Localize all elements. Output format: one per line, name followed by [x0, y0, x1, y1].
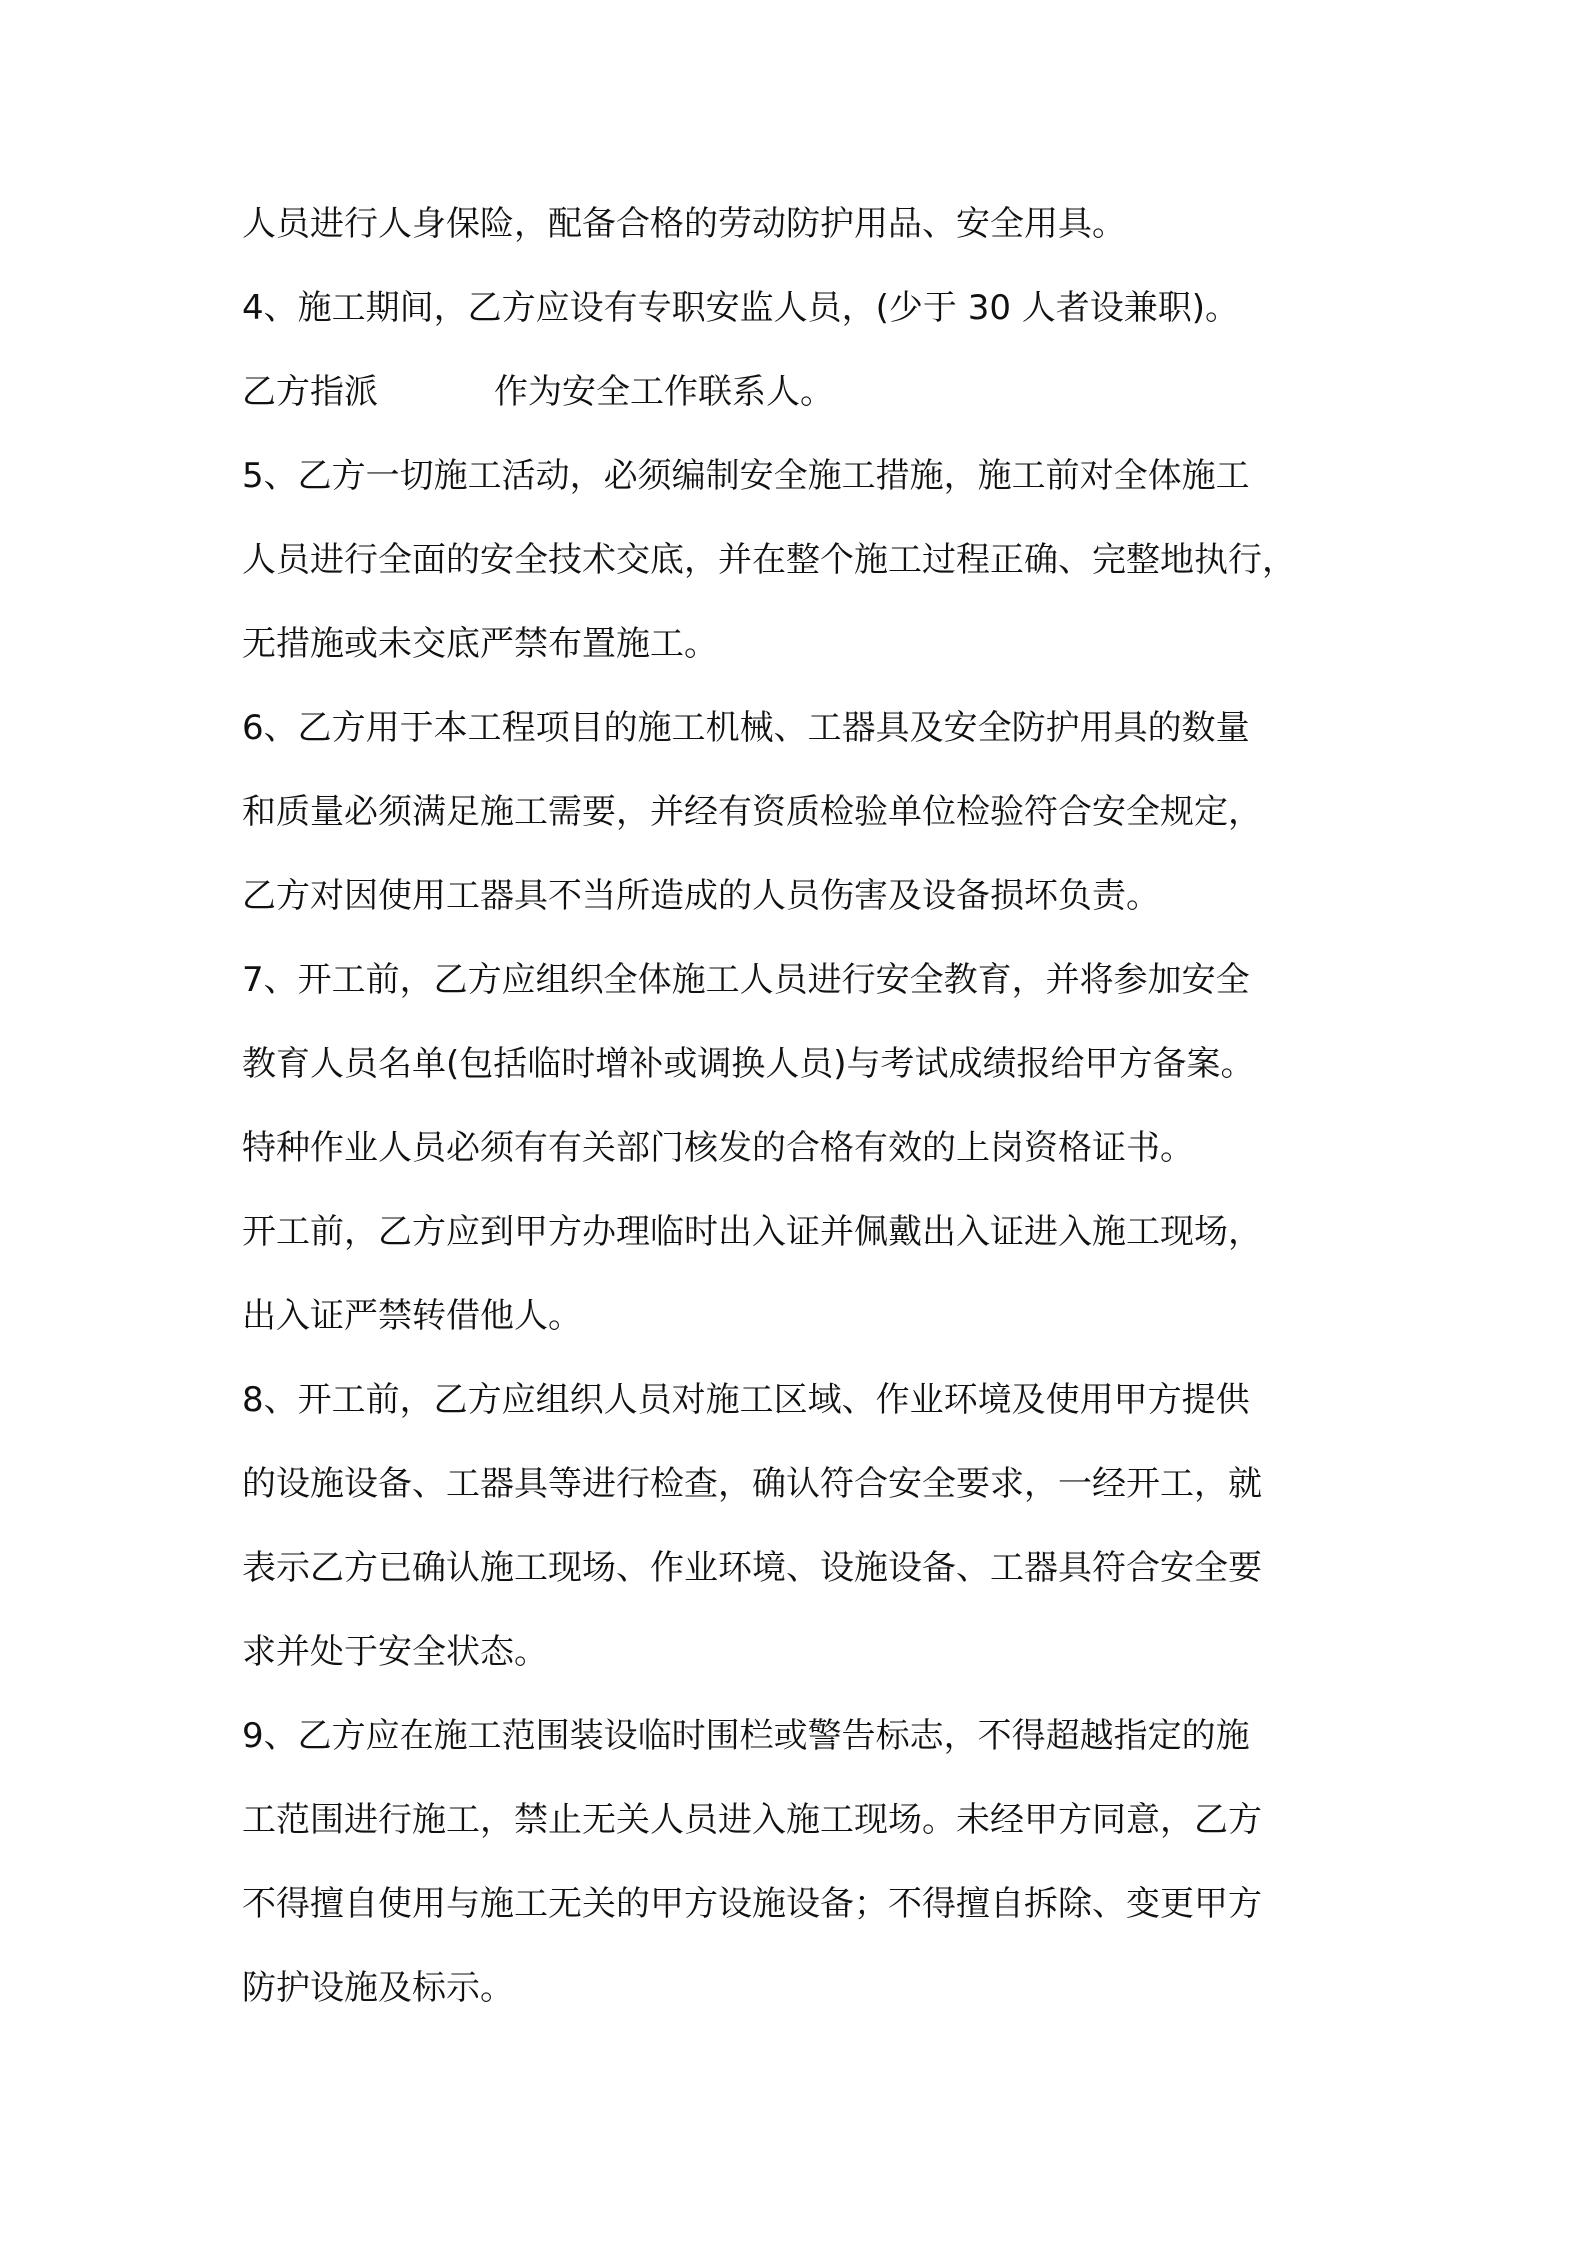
text-line: 人员进行人身保险，配备合格的劳动防护用品、安全用具。: [242, 204, 1126, 244]
text-line: 特种作业人员必须有有关部门核发的合格有效的上岗资格证书。: [242, 1128, 1194, 1168]
contact-prefix: 乙方指派: [242, 372, 378, 412]
text-line: 9、乙方应在施工范围装设临时围栏或警告标志，不得超越指定的施: [242, 1716, 1250, 1756]
text-line: 乙方对因使用工器具不当所造成的人员伤害及设备损坏负责。: [242, 876, 1160, 916]
text-line: 求并处于安全状态。: [242, 1632, 548, 1672]
text-line: 和质量必须满足施工需要，并经有资质检验单位检验符合安全规定，: [242, 792, 1262, 832]
text-line-contact: [242, 362, 1362, 422]
text-line: 人员进行全面的安全技术交底，并在整个施工过程正确、完整地执行，: [242, 540, 1296, 580]
contact-suffix: 作为安全工作联系人。: [494, 372, 834, 412]
text-line: 防护设施及标示。: [242, 1968, 514, 2008]
text-line: 5、乙方一切施工活动，必须编制安全施工措施，施工前对全体施工: [242, 456, 1250, 496]
text-line: 4、施工期间，乙方应设有专职安监人员，(少于 30 人者设兼职)。: [242, 288, 1240, 328]
text-line: 工范围进行施工，禁止无关人员进入施工现场。未经甲方同意，乙方: [242, 1800, 1262, 1840]
text-line: 的设施设备、工器具等进行检查，确认符合安全要求，一经开工，就: [242, 1464, 1262, 1504]
text-line: 无措施或未交底严禁布置施工。: [242, 624, 718, 664]
text-line: 表示乙方已确认施工现场、作业环境、设施设备、工器具符合安全要: [242, 1548, 1262, 1588]
text-line: 不得擅自使用与施工无关的甲方设施设备；不得擅自拆除、变更甲方: [242, 1884, 1262, 1924]
text-line: 开工前，乙方应到甲方办理临时出入证并佩戴出入证进入施工现场，: [242, 1212, 1262, 1252]
text-line: 8、开工前，乙方应组织人员对施工区域、作业环境及使用甲方提供: [242, 1380, 1250, 1420]
text-line: 出入证严禁转借他人。: [242, 1296, 582, 1336]
text-line: 教育人员名单(包括临时增补或调换人员)与考试成绩报给甲方备案。: [242, 1044, 1255, 1084]
text-line: 7、开工前，乙方应组织全体施工人员进行安全教育，并将参加安全: [242, 960, 1250, 1000]
text-line: 6、乙方用于本工程项目的施工机械、工器具及安全防护用具的数量: [242, 708, 1250, 748]
